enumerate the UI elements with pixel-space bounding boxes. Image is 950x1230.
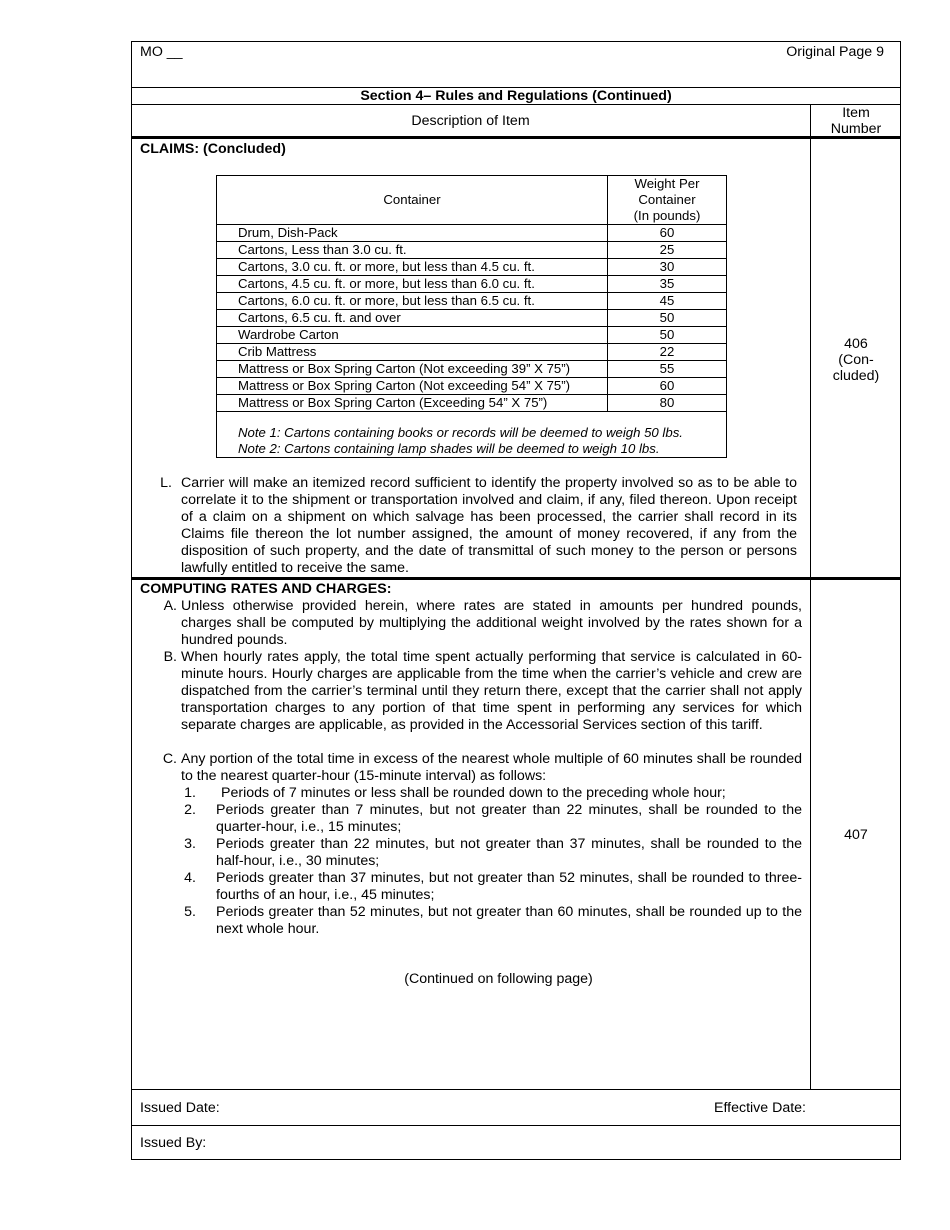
- subitem-4-label: 4.: [184, 870, 196, 886]
- claims-heading: CLAIMS: (Concluded): [140, 141, 286, 157]
- divider: [131, 1125, 901, 1126]
- item-b-label: B.: [163, 649, 177, 665]
- weight-cell: 45: [608, 293, 727, 310]
- container-cell: Cartons, 4.5 cu. ft. or more, but less than 6.0 cu. ft.: [217, 276, 608, 293]
- subitem-3-label: 3.: [184, 836, 196, 852]
- note-1: Note 1: Cartons containing books or records will be deemed to weigh 50 lbs.: [238, 425, 683, 440]
- weight-col-header: [608, 176, 727, 225]
- item-number-406: [811, 336, 901, 384]
- table-row: [217, 225, 727, 242]
- item-number-line: cluded): [832, 368, 880, 384]
- weight-cell: 80: [608, 395, 727, 412]
- weight-header-line: (In pounds): [633, 208, 701, 223]
- divider: [131, 136, 901, 139]
- weight-cell: 30: [608, 259, 727, 276]
- item-a-label: A.: [163, 598, 177, 614]
- subitem-5-label: 5.: [184, 904, 196, 920]
- item-number-line: (Con-: [838, 352, 874, 368]
- subitem-3-text: Periods greater than 22 minutes, but not greater than 37 minutes, shall be rounded to the half-hour, i.e., 30 minutes;: [216, 836, 802, 869]
- container-cell: Mattress or Box Spring Carton (Exceeding 54” X 75”): [217, 395, 608, 412]
- table-row: [217, 310, 727, 327]
- divider: [131, 1089, 901, 1090]
- weight-header-line: Weight Per: [634, 176, 700, 191]
- table-row: [217, 327, 727, 344]
- weight-cell: 60: [608, 225, 727, 242]
- continued-note: (Continued on following page): [404, 971, 593, 987]
- column-divider: [810, 104, 811, 1090]
- subitem-5-text: Periods greater than 52 minutes, but not greater than 60 minutes, shall be rounded up to the next whole hour.: [216, 904, 802, 937]
- table-row: [217, 276, 727, 293]
- divider: [131, 577, 901, 580]
- note-2: Note 2: Cartons containing lamp shades will be deemed to weigh 10 lbs.: [238, 441, 660, 456]
- item-c-label: C.: [162, 751, 177, 767]
- container-cell: Cartons, 6.5 cu. ft. and over: [217, 310, 608, 327]
- table-row: [217, 293, 727, 310]
- divider: [131, 104, 901, 105]
- section-title: Section 4– Rules and Regulations (Continued): [360, 88, 672, 104]
- weight-cell: 50: [608, 310, 727, 327]
- weight-cell: 35: [608, 276, 727, 293]
- weight-cell: 25: [608, 242, 727, 259]
- container-cell: Cartons, Less than 3.0 cu. ft.: [217, 242, 608, 259]
- subitem-1-text: Periods of 7 minutes or less shall be rounded down to the preceding whole hour;: [221, 785, 726, 801]
- container-cell: Mattress or Box Spring Carton (Not exceeding 39” X 75”): [217, 361, 608, 378]
- mo-label: MO __: [140, 44, 183, 60]
- item-col-line: Item: [842, 105, 870, 121]
- table-row: [217, 361, 727, 378]
- subitem-4-text: Periods greater than 37 minutes, but not greater than 52 minutes, shall be rounded to three-fourths of an hour, i.e., 45 minutes;: [216, 870, 802, 903]
- item-number-line: 406: [844, 336, 868, 352]
- weight-cell: 55: [608, 361, 727, 378]
- subitem-2-label: 2.: [184, 802, 196, 818]
- container-cell: Crib Mattress: [217, 344, 608, 361]
- item-c-text: Any portion of the total time in excess of the nearest whole multiple of 60 minutes shall be rounded to the nearest quarter-hour (15-minute interval) as follows:: [181, 751, 802, 784]
- container-cell: Cartons, 3.0 cu. ft. or more, but less than 4.5 cu. ft.: [217, 259, 608, 276]
- container-cell: Wardrobe Carton: [217, 327, 608, 344]
- item-a-text: Unless otherwise provided herein, where rates are stated in amounts per hundred pounds, charges shall be computed by multiplying the additional weight involved by the rates shown for a hundred pounds.: [181, 598, 802, 648]
- item-number-407: 407: [844, 827, 868, 843]
- container-weight-table: [216, 175, 727, 412]
- effective-date-label: Effective Date:: [714, 1100, 807, 1116]
- weight-cell: 60: [608, 378, 727, 395]
- container-cell: Drum, Dish-Pack: [217, 225, 608, 242]
- description-column-header: Description of Item: [411, 113, 530, 129]
- container-col-header: Container: [217, 176, 608, 225]
- computing-heading: COMPUTING RATES AND CHARGES:: [140, 581, 392, 597]
- container-cell: Mattress or Box Spring Carton (Not exceeding 54” X 75”): [217, 378, 608, 395]
- item-col-line: Number: [830, 121, 882, 137]
- item-l-text: Carrier will make an itemized record sufficient to identify the property involved so as to be able to correlate it to the shipment or transportation involved and claim, if any, filed thereon. Upon receipt of a claim on a shipment on which salvage has been processed, the carrier shall record in its Claims file thereon the lot number assigned, the amount of money recovered, if any from the disposition of such property, and the date of transmittal of such money to the person or persons lawfully entitled to receive the same.: [181, 475, 797, 576]
- table-row: [217, 378, 727, 395]
- weight-cell: 50: [608, 327, 727, 344]
- issued-by-label: Issued By:: [140, 1135, 207, 1151]
- item-number-column-header: [811, 105, 901, 137]
- table-header-row: [217, 176, 727, 225]
- subitem-1-label: 1.: [184, 785, 196, 801]
- table-row: [217, 242, 727, 259]
- issued-date-label: Issued Date:: [140, 1100, 220, 1116]
- item-b-text: When hourly rates apply, the total time spent actually performing that service is calculated in 60-minute hours. Hourly charges are applicable from the time when the carrier’s vehicle and crew are dispatched from the carrier’s terminal until they return there, except that the carrier shall not apply transportation charges to any portion of that time spent in performing any services for which separate charges are applicable, as provided in the Accessorial Services section of this tariff.: [181, 649, 802, 733]
- page-number: Original Page 9: [786, 44, 884, 60]
- weight-cell: 22: [608, 344, 727, 361]
- table-row: [217, 259, 727, 276]
- weight-header-line: Container: [638, 192, 696, 207]
- item-l-label: L.: [160, 475, 172, 491]
- table-row: [217, 344, 727, 361]
- container-cell: Cartons, 6.0 cu. ft. or more, but less than 6.5 cu. ft.: [217, 293, 608, 310]
- subitem-2-text: Periods greater than 7 minutes, but not greater than 22 minutes, shall be rounded to the quarter-hour, i.e., 15 minutes;: [216, 802, 802, 835]
